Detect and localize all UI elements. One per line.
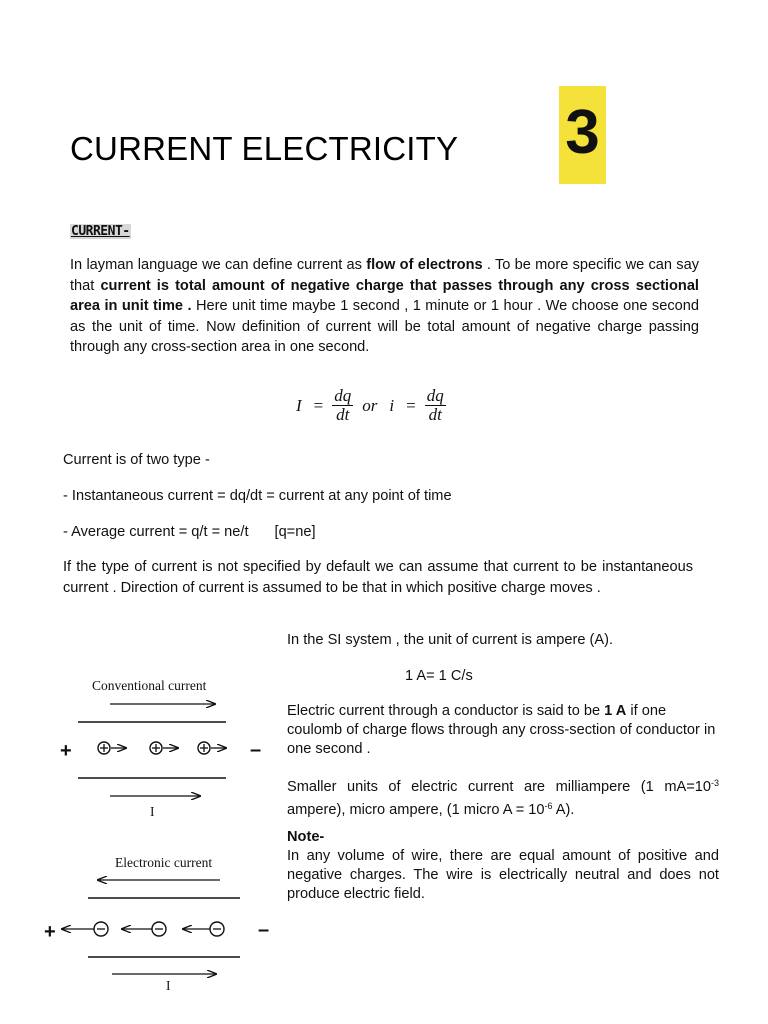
page-title: CURRENT ELECTRICITY	[70, 130, 459, 167]
current-symbol-label-2: I	[166, 978, 171, 993]
positive-charge-row	[98, 742, 226, 754]
current-symbol-label: I	[150, 804, 155, 819]
one-ampere-paragraph: Electric current through a conductor is said to be 1 A if one coulomb of charge flows through any cross-section of conductor in one second .	[287, 703, 716, 757]
fraction-dq-dt: $\frac{dq}{dt}$	[334, 386, 352, 424]
current-equation: I = $\frac{dq}{dt}$ or i = $\frac{dq}{dt}$	[296, 386, 444, 424]
negative-charge-row	[62, 922, 224, 936]
chapter-number: 3	[565, 98, 600, 167]
positive-terminal-sign-2: +	[44, 921, 56, 943]
positive-terminal-sign: +	[60, 740, 72, 762]
note-label: Note-	[287, 829, 325, 845]
negative-terminal-sign: –	[250, 739, 262, 761]
note-text: In any volume of wire, there are equal amount of positive and negative charges. The wire is electrically neutral and does not produce electric field.	[287, 848, 719, 902]
si-unit-text: In the SI system , the unit of current is ampere (A).	[287, 632, 614, 648]
default-current-paragraph: If the type of current is not specified by default we can assume that current to be instantaneous current . Direction of current is assumed to be that in which positive charge moves .	[63, 559, 693, 596]
smaller-units-paragraph: Smaller units of electric current are milliampere (1 $mA=10^{-3}$ ampere), micro ampere, (1 micro $A = 10^{-6}$ A).	[287, 778, 719, 818]
fraction-dq-dt-2: $\frac{dq}{dt}$	[426, 386, 444, 424]
negative-terminal-sign-2: –	[258, 919, 270, 941]
conventional-current-label: Conventional current	[92, 678, 207, 693]
intro-paragraph: In layman language we can define current as flow of electrons . To be more specific we can say that current is total amount of negative charge that passes through any cross sectional area in unit time . Here unit time maybe 1 second , 1 minute or 1 hour . We choose one second as the unit of time. Now definition of current will be total amount of negative charge passing through any cross-section area in one second.	[70, 257, 700, 355]
section-heading: CURRENT-	[71, 224, 130, 239]
instantaneous-current-line: - Instantaneous current = dq/dt = current at any point of time	[63, 488, 452, 504]
average-current-line: - Average current = q/t = ne/t [q=ne]	[63, 524, 316, 540]
ampere-definition: 1 A= 1 C/s	[405, 668, 473, 684]
electronic-current-label: Electronic current	[115, 855, 213, 870]
current-types-intro: Current is of two type -	[63, 452, 210, 468]
current-direction-diagram	[40, 670, 280, 1000]
